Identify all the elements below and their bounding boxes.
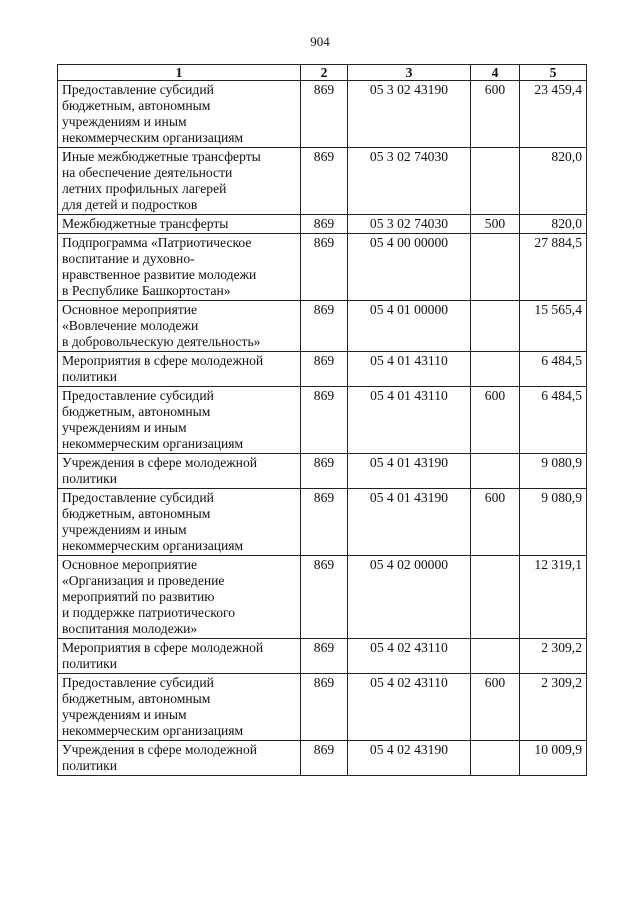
- column-header-2: 2: [301, 65, 348, 81]
- table-row: [58, 489, 587, 556]
- table-row: [58, 148, 587, 215]
- row-name-cell: Предоставление субсидий бюджетным, автономным учреждениям и иным некоммерческим организациям: [58, 387, 301, 454]
- row-sum-cell: 2 309,2: [520, 639, 587, 674]
- row-ved-cell: 869: [301, 301, 348, 352]
- table-row: [58, 215, 587, 234]
- row-sum-cell: 820,0: [520, 215, 587, 234]
- column-header-4: 4: [471, 65, 520, 81]
- row-name-cell: Учреждения в сфере молодежной политики: [58, 454, 301, 489]
- column-header-5: 5: [520, 65, 587, 81]
- budget-table: [57, 64, 587, 776]
- column-header-3: 3: [348, 65, 471, 81]
- table-row: [58, 741, 587, 776]
- row-vr-cell: 600: [471, 489, 520, 556]
- row-ved-cell: 869: [301, 741, 348, 776]
- row-sum-cell: 23 459,4: [520, 81, 587, 148]
- row-sum-cell: 12 319,1: [520, 556, 587, 639]
- row-vr-cell: [471, 301, 520, 352]
- row-ved-cell: 869: [301, 81, 348, 148]
- row-vr-cell: [471, 352, 520, 387]
- row-ved-cell: 869: [301, 556, 348, 639]
- column-header-1: 1: [58, 65, 301, 81]
- table-row: [58, 301, 587, 352]
- row-name-cell: Предоставление субсидий бюджетным, автономным учреждениям и иным некоммерческим организациям: [58, 674, 301, 741]
- table-row: [58, 387, 587, 454]
- table-row: [58, 234, 587, 301]
- row-vr-cell: 600: [471, 387, 520, 454]
- row-csr-cell: 05 4 01 43190: [348, 454, 471, 489]
- row-ved-cell: 869: [301, 148, 348, 215]
- row-ved-cell: 869: [301, 352, 348, 387]
- row-ved-cell: 869: [301, 639, 348, 674]
- row-name-cell: Межбюджетные трансферты: [58, 215, 301, 234]
- row-csr-cell: 05 3 02 74030: [348, 215, 471, 234]
- table-row: [58, 556, 587, 639]
- table-header-row: [58, 65, 587, 81]
- table-row: [58, 352, 587, 387]
- row-name-cell: Основное мероприятие «Вовлечение молодежи в добровольческую деятельность»: [58, 301, 301, 352]
- row-csr-cell: 05 4 02 43190: [348, 741, 471, 776]
- row-csr-cell: 05 4 02 43110: [348, 639, 471, 674]
- table-row: [58, 454, 587, 489]
- row-csr-cell: 05 4 01 43190: [348, 489, 471, 556]
- row-vr-cell: 600: [471, 81, 520, 148]
- table-row: [58, 81, 587, 148]
- row-sum-cell: 820,0: [520, 148, 587, 215]
- row-vr-cell: 500: [471, 215, 520, 234]
- page-number: 904: [310, 34, 330, 49]
- row-vr-cell: [471, 741, 520, 776]
- row-ved-cell: 869: [301, 387, 348, 454]
- row-csr-cell: 05 4 02 00000: [348, 556, 471, 639]
- table-row: [58, 639, 587, 674]
- row-csr-cell: 05 3 02 74030: [348, 148, 471, 215]
- row-name-cell: Основное мероприятие «Организация и проведение мероприятий по развитию и поддержке патриотического воспитания молодежи»: [58, 556, 301, 639]
- row-sum-cell: 6 484,5: [520, 387, 587, 454]
- row-vr-cell: [471, 639, 520, 674]
- row-ved-cell: 869: [301, 234, 348, 301]
- row-sum-cell: 2 309,2: [520, 674, 587, 741]
- row-ved-cell: 869: [301, 215, 348, 234]
- row-ved-cell: 869: [301, 454, 348, 489]
- row-ved-cell: 869: [301, 489, 348, 556]
- row-sum-cell: 15 565,4: [520, 301, 587, 352]
- row-vr-cell: 600: [471, 674, 520, 741]
- row-sum-cell: 27 884,5: [520, 234, 587, 301]
- row-sum-cell: 6 484,5: [520, 352, 587, 387]
- row-csr-cell: 05 4 01 00000: [348, 301, 471, 352]
- row-name-cell: Учреждения в сфере молодежной политики: [58, 741, 301, 776]
- row-name-cell: Мероприятия в сфере молодежной политики: [58, 639, 301, 674]
- row-vr-cell: [471, 556, 520, 639]
- row-csr-cell: 05 4 02 43110: [348, 674, 471, 741]
- row-vr-cell: [471, 148, 520, 215]
- table-body: [58, 81, 587, 776]
- row-csr-cell: 05 4 01 43110: [348, 352, 471, 387]
- row-vr-cell: [471, 234, 520, 301]
- row-name-cell: Предоставление субсидий бюджетным, автономным учреждениям и иным некоммерческим организациям: [58, 489, 301, 556]
- row-name-cell: Иные межбюджетные трансферты на обеспечение деятельности летних профильных лагерей для детей и подростков: [58, 148, 301, 215]
- row-vr-cell: [471, 454, 520, 489]
- row-ved-cell: 869: [301, 674, 348, 741]
- row-name-cell: Мероприятия в сфере молодежной политики: [58, 352, 301, 387]
- row-csr-cell: 05 3 02 43190: [348, 81, 471, 148]
- row-csr-cell: 05 4 01 43110: [348, 387, 471, 454]
- table-row: [58, 674, 587, 741]
- row-sum-cell: 9 080,9: [520, 454, 587, 489]
- row-sum-cell: 9 080,9: [520, 489, 587, 556]
- row-sum-cell: 10 009,9: [520, 741, 587, 776]
- row-name-cell: Предоставление субсидий бюджетным, автономным учреждениям и иным некоммерческим организациям: [58, 81, 301, 148]
- row-csr-cell: 05 4 00 00000: [348, 234, 471, 301]
- row-name-cell: Подпрограмма «Патриотическое воспитание и духовно- нравственное развитие молодежи в Республике Башкортостан»: [58, 234, 301, 301]
